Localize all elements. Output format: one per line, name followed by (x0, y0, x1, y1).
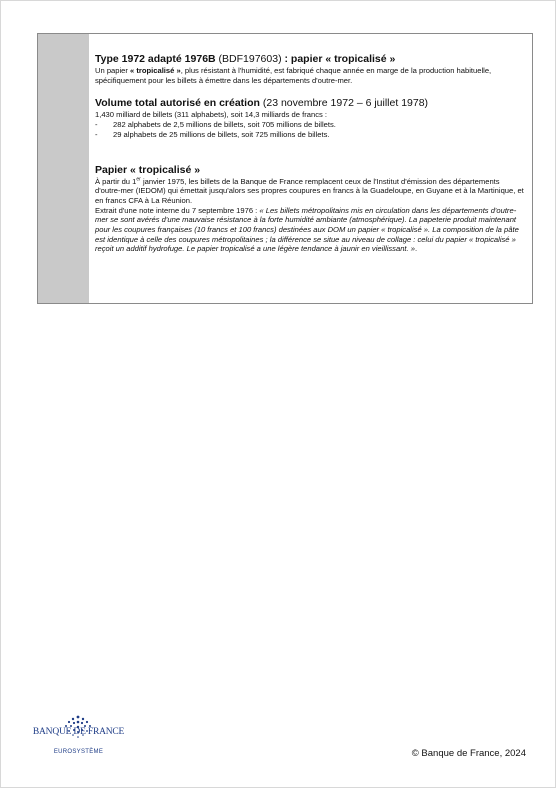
para-text: janvier 1975, les billets de la Banque de France remplacent ceux de l'Institut d'émission des départements d'outre-mer (IEDOM) qui émettait jusqu'alors ses propres coupures en francs à la Guadeloupe, en Guyane et à la Martinique, et en francs CFA à La Réunion. (95, 176, 524, 205)
content-box (37, 33, 533, 304)
title-bold: Volume total autorisé en création (95, 97, 260, 110)
volume-intro: 1,430 milliard de billets (311 alphabets), soit 14,3 milliards de francs : (95, 110, 328, 120)
para-text: Extrait d'une note interne du 7 septembre 1976 : (95, 205, 260, 215)
title-plain: (23 novembre 1972 – 6 juillet 1978) (259, 97, 429, 110)
title-bold: Type 1972 adapté 1976B (95, 53, 216, 65)
volume-list (95, 120, 524, 139)
title-tail: : papier « tropicalisé » (281, 53, 396, 65)
papier-paragraph-2 (95, 206, 524, 255)
para-text: . (414, 244, 418, 254)
section-type (95, 53, 524, 85)
para-bold: « tropicalisé » (130, 66, 181, 75)
text-area (89, 34, 532, 303)
section-volume-title (95, 97, 524, 110)
para-text: À partir du 1 (95, 176, 137, 186)
banque-de-france-logo (31, 713, 126, 761)
superscript: er (136, 175, 141, 182)
para-text: , plus résistant à l'humidité, est fabriqué chaque année en marge de la production habituelle, spécifiquement pour les billets à émettre dans les départements d'outre-mer. (95, 66, 492, 85)
logo-wordmark: BANQUE DE FRANCE (32, 727, 125, 737)
copyright-notice: © Banque de France, 2024 (411, 748, 526, 759)
section-type-paragraph (95, 66, 524, 85)
section-volume (95, 97, 524, 139)
list-item: - 282 alphabets de 2,5 millions de billets, soit 705 millions de billets. (95, 120, 524, 130)
section-papier (95, 164, 524, 255)
logo-subtitle: EUROSYSTÈME (53, 749, 104, 755)
section-papier-title: Papier « tropicalisé » (95, 163, 201, 176)
list-item: - 29 alphabets de 25 millions de billets, soit 725 millions de billets. (95, 130, 524, 140)
para-text: Un papier (95, 66, 131, 75)
title-plain: (BDF197603) (215, 53, 282, 65)
section-type-title (95, 53, 524, 66)
papier-paragraph-1 (95, 177, 524, 206)
side-strip (38, 34, 89, 303)
quote-italic: « Les billets métropolitains mis en circulation dans les départements d'outre-mer se sont avérés d'une mauvaise résistance à la forte humidité ambiante (atmosphérique). La papeterie produit maintenant pour les coupures françaises (10 francs et 100 francs) destinées aux DOM un papier « tropicalisé ». La composition de la pâte est identique à celle des coupures métropolitaines ; la différence se situe au niveau de collage : celui du papier « tropicalisé » reçoit un additif hydrofuge. Le papier tropicalisé a une légère tendance à jaunir en vieillissant. » (95, 205, 519, 254)
